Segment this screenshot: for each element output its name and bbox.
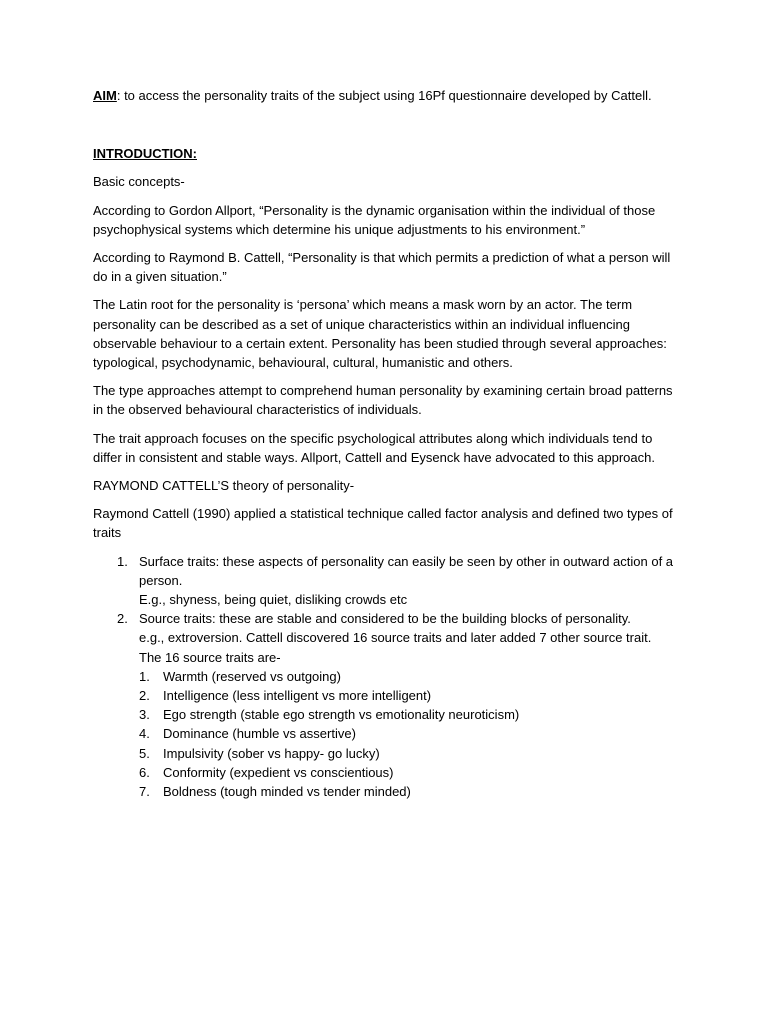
aim-paragraph bbox=[93, 86, 683, 105]
list-item: 6. Conformity (expedient vs conscientious) bbox=[139, 764, 394, 780]
source-traits-heading: The 16 source traits are- bbox=[139, 649, 281, 665]
list-item: 2. Intelligence (less intelligent vs more intelligent) bbox=[139, 688, 432, 704]
cattell-theory-heading: RAYMOND CATTELL’S theory of personality- bbox=[93, 478, 355, 494]
factor-analysis-paragraph: Raymond Cattell (1990) applied a statistical technique called factor analysis and defined two types of traits bbox=[93, 506, 673, 541]
list-item: 1. Surface traits: these aspects of personality can easily be seen by other in outward action of a person. E.g., shyness, being quiet, disliking crowds etc bbox=[93, 552, 683, 610]
trait-type-example: e.g., extroversion. Cattell discovered 16 source traits and later added 7 other source trait. bbox=[139, 630, 652, 646]
list-item: 4. Dominance (humble vs assertive) bbox=[139, 726, 356, 742]
list-item: 5. Impulsivity (sober vs happy- go lucky) bbox=[139, 745, 380, 761]
list-item: 1. Warmth (reserved vs outgoing) bbox=[139, 668, 341, 684]
basic-concepts-text: Basic concepts- bbox=[93, 174, 185, 190]
list-item: 3. Ego strength (stable ego strength vs emotionality neuroticism) bbox=[139, 707, 520, 723]
source-traits-list bbox=[139, 667, 683, 801]
introduction-heading: INTRODUCTION: bbox=[93, 146, 197, 162]
type-approach-paragraph: The type approaches attempt to comprehend human personality by examining certain broad patterns in the observed behavioural characteristics of individuals. bbox=[93, 383, 673, 418]
allport-definition: According to Gordon Allport, “Personality is the dynamic organisation within the individual of those psychophysical systems which determine his unique adjustments to his environment.” bbox=[93, 202, 656, 237]
trait-type-description: Source traits: these are stable and considered to be the building blocks of personality. bbox=[139, 611, 631, 627]
latin-root-paragraph: The Latin root for the personality is ‘persona’ which means a mask worn by an actor. The term personality can be described as a set of unique characteristics within an individual influencing observable behaviour to a certain extent. Personality has been studied through several approaches: typological, psychodynamic, behavioural, cultural, humanistic and others. bbox=[93, 297, 667, 371]
trait-type-description: Surface traits: these aspects of personality can easily be seen by other in outward action of a person. bbox=[139, 553, 674, 588]
trait-approach-paragraph: The trait approach focuses on the specific psychological attributes along which individuals tend to differ in consistent and stable ways. Allport, Cattell and Eysenck have advocated to this approach. bbox=[93, 430, 655, 465]
trait-type-example: E.g., shyness, being quiet, disliking crowds etc bbox=[139, 592, 408, 608]
list-item: 7. Boldness (tough minded vs tender minded) bbox=[139, 784, 411, 800]
cattell-definition: According to Raymond B. Cattell, “Personality is that which permits a prediction of what a person will do in a given situation.” bbox=[93, 250, 671, 285]
aim-text: : to access the personality traits of the subject using 16Pf questionnaire developed by Cattell. bbox=[116, 88, 652, 103]
trait-types-list bbox=[93, 552, 683, 802]
document-page bbox=[93, 86, 683, 801]
aim-label: AIM bbox=[93, 88, 117, 103]
list-item: 2. Source traits: these are stable and considered to be the building blocks of personality. e.g., extroversion. Cattell discovered 16 source traits and later added 7 other source trait. The 16 source traits are- 1. Warmth (reserved vs outgoing) 2. Intelligence (less intelligent vs more intelligent) 3. Ego strength (stable ego strength vs emotionality neuroticism) 4. Dominance (humble vs assertive) 5. Impulsivity (sober vs happy- go lucky) 6. Conformity (expedient vs conscientious) 7. Boldness (tough minded vs tender minded) bbox=[93, 609, 683, 801]
